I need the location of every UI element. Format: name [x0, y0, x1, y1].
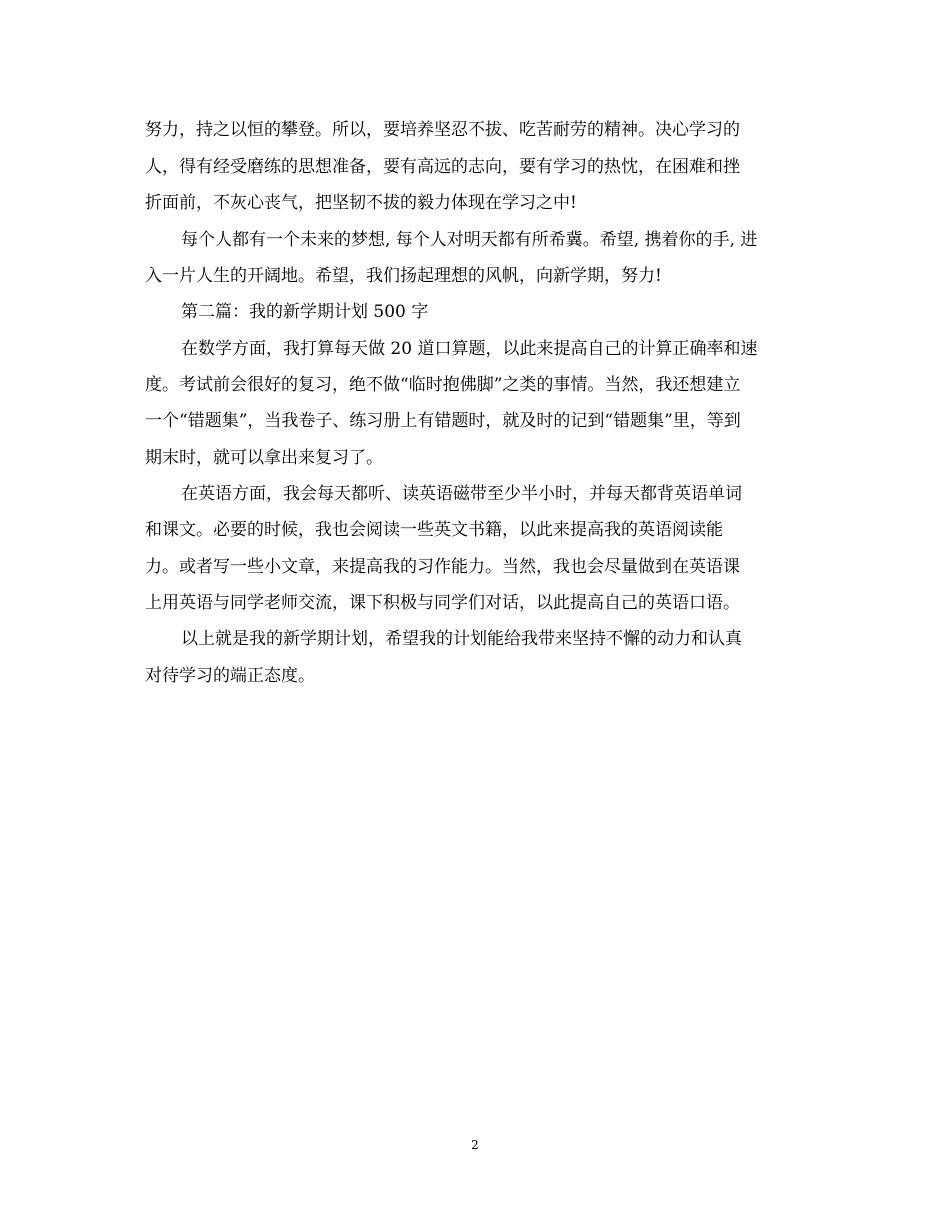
paragraph-english-line-4: 上用英语与同学老师交流，课下积极与同学们对话，以此提高自己的英语口语。	[145, 593, 740, 613]
paragraph-math-line-2: 度。考试前会很好的复习，绝不做“临时抱佛脚”之类的事情。当然，我还想建立	[145, 375, 741, 395]
paragraph-english-line-3: 力。或者写一些小文章，来提高我的习作能力。当然，我也会尽量做到在英语课	[145, 557, 740, 577]
paragraph-conclusion-line-2: 对待学习的端正态度。	[145, 666, 315, 686]
paragraph-conclusion-line-1: 以上就是我的新学期计划，希望我的计划能给我带来坚持不懈的动力和认真	[181, 629, 742, 649]
section-heading: 第二篇：我的新学期计划 500 字	[181, 302, 429, 322]
paragraph-math-line-1: 在数学方面，我打算每天做 20 道口算题，以此来提高自己的计算正确率和速	[181, 339, 758, 359]
paragraph-2-line-1: 每个人都有一个未来的梦想, 每个人对明天都有所希冀。希望, 携着你的手, 进	[181, 230, 758, 250]
paragraph-english-line-2: 和课文。必要的时候，我也会阅读一些英文书籍，以此来提高我的英语阅读能	[145, 520, 723, 540]
paragraph-2-line-2: 入一片人生的开阔地。希望，我们扬起理想的风帆，向新学期，努力!	[145, 266, 662, 286]
paragraph-english-line-1: 在英语方面，我会每天都听、读英语磁带至少半小时，并每天都背英语单词	[181, 484, 742, 504]
page-number: 2	[471, 1138, 479, 1152]
paragraph-math-line-4: 期末时，就可以拿出来复习了。	[145, 448, 383, 468]
paragraph-1-line-3: 折面前，不灰心丧气，把坚韧不拔的毅力体现在学习之中!	[145, 193, 577, 213]
paragraph-1-line-1: 努力，持之以恒的攀登。所以，要培养坚忍不拔、吃苦耐劳的精神。决心学习的	[145, 120, 740, 140]
paragraph-math-line-3: 一个“错题集”，当我卷子、练习册上有错题时，就及时的记到“错题集”里，等到	[145, 411, 741, 431]
paragraph-1-line-2: 人，得有经受磨练的思想准备，要有高远的志向，要有学习的热忱，在困难和挫	[145, 157, 740, 177]
